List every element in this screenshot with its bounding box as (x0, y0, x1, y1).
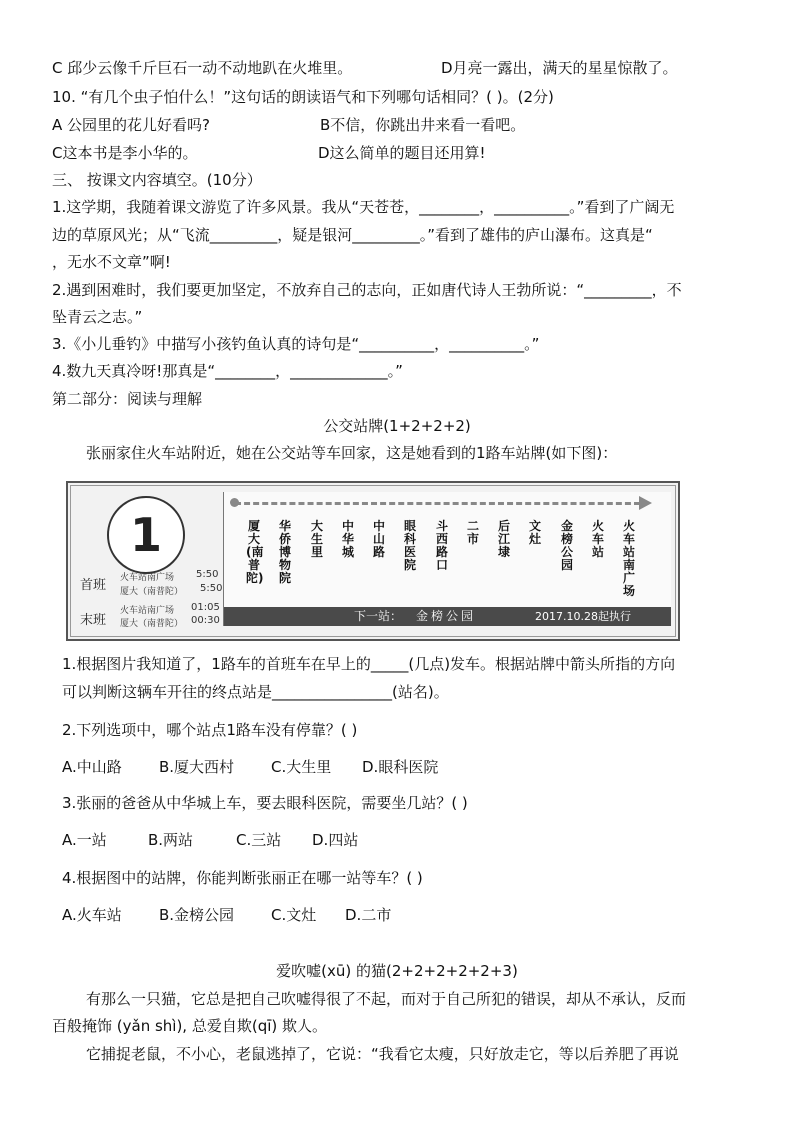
direction-arrow-icon (639, 496, 652, 510)
q3-option-a: A.一站 (62, 831, 107, 849)
q3-option-d: D.四站 (312, 831, 359, 849)
station-name: 斗西路口 (435, 519, 448, 572)
station-name: 厦大(南普陀) (246, 519, 264, 585)
station-name: 火车站 (591, 519, 604, 559)
reading-1-intro: 张丽家住火车站附近，她在公交站等车回家，这是她看到的1路车站牌(如下图)： (86, 444, 618, 462)
q3-option-b: B.两站 (148, 831, 194, 849)
station-name: 中山路 (372, 519, 385, 559)
last-bus-time-1: 01:05 (191, 602, 220, 613)
next-stop-label: 下一站： (354, 609, 403, 623)
last-bus-station-2: 厦大（南普陀） (120, 619, 184, 629)
fill-question-1a: 1.这学期，我随着课文游览了许多风景。我从“天苍苍，________，__________。”看到了广阔无 (52, 198, 675, 216)
fill-question-2a: 2.遇到困难时，我们要更加坚定，不放弃自己的志向，正如唐代诗人王勃所说：“_________，不 (52, 281, 682, 299)
next-stop-bar (224, 607, 671, 626)
station-name: 文灶 (528, 519, 541, 546)
station-name: 华侨博物院 (278, 519, 291, 585)
option-b-text: B不信，你跳出井来看一看吧。 (320, 116, 526, 134)
option-a-text: A 公园里的花儿好看吗? (52, 116, 210, 134)
reading-2-title: 爱吹嘘(xū) 的猫(2+2+2+2+2+3) (276, 962, 518, 980)
station-name: 大生里 (310, 519, 323, 559)
last-bus-station-1: 火车站南广场 (120, 606, 175, 616)
first-bus-time-2: 5:50 (200, 583, 223, 594)
station-list (223, 492, 671, 626)
station-name: 火车站南广场 (622, 519, 635, 598)
first-bus-label: 首班 (80, 578, 107, 593)
q4-option-c: C.文灶 (271, 906, 317, 924)
station-name: 中华城 (341, 519, 354, 559)
route-number: 1 (107, 496, 185, 574)
last-bus-label: 末班 (80, 613, 107, 628)
reading-q1b: 可以判断这辆车开往的终点站是________________(站名)。 (62, 683, 449, 701)
fill-question-4: 4.数九天真冷呀!那真是“________，_____________。” (52, 362, 403, 380)
first-bus-station-2: 厦大（南普陀） (120, 587, 184, 597)
option-d-text: D月亮一露出，满天的星星惊散了。 (441, 59, 678, 77)
station-name: 二市 (466, 519, 479, 546)
reading-2-para-1a: 有那么一只猫，它总是把自己吹嘘得很了不起，而对于自己所犯的错误，却从不承认，反而 (86, 990, 687, 1008)
q4-option-d: D.二市 (345, 906, 392, 924)
fill-question-3: 3.《小儿垂钓》中描写小孩钓鱼认真的诗句是“__________，__________。” (52, 335, 540, 353)
q3-option-c: C.三站 (236, 831, 282, 849)
option-c-text-2: C这本书是李小华的。 (52, 144, 198, 162)
reading-q1a: 1.根据图片我知道了，1路车的首班车在早上的_____(几点)发车。根据站牌中箭头所指的方向 (62, 655, 676, 673)
fill-question-1c: ，无水不文章”啊! (52, 253, 171, 271)
q2-option-a: A.中山路 (62, 758, 122, 776)
reading-1-title: 公交站牌(1+2+2+2) (323, 417, 471, 435)
reading-q4: 4.根据图中的站牌，你能判断张丽正在哪一站等车？( ) (62, 869, 423, 887)
effective-date: 2017.10.28起执行 (535, 610, 631, 623)
reading-2-para-2: 它捕捉老鼠，不小心，老鼠逃掉了，它说：“我看它太瘦，只好放走它，等以后养肥了再说 (86, 1045, 679, 1063)
q4-option-b: B.金榜公园 (159, 906, 235, 924)
reading-q3: 3.张丽的爸爸从中华城上车，要去眼科医院，需要坐几站？( ) (62, 794, 468, 812)
part-two-heading: 第二部分：阅读与理解 (52, 390, 203, 408)
last-bus-time-2: 00:30 (191, 615, 220, 626)
first-bus-station-1: 火车站南广场 (120, 573, 175, 583)
q2-option-b: B.厦大西村 (159, 758, 235, 776)
station-name: 金榜公园 (560, 519, 573, 572)
fill-question-1b: 边的草原风光；从“飞流_________，疑是银河_________。”看到了雄伟的庐山瀑布。这真是“ (52, 226, 653, 244)
first-bus-time-1: 5:50 (196, 569, 219, 580)
reading-q2: 2.下列选项中，哪个站点1路车没有停靠？( ) (62, 721, 358, 739)
question-10: 10. “有几个虫子怕什么！”这句话的朗读语气和下列哪句话相同？( )。(2分) (52, 88, 554, 106)
q2-option-d: D.眼科医院 (362, 758, 439, 776)
q2-option-c: C.大生里 (271, 758, 332, 776)
reading-2-para-1b: 百般掩饰 (yǎn shì), 总爱自欺(qī) 欺人。 (52, 1017, 328, 1035)
option-c-text: C 邱少云像千斤巨石一动不动地趴在火堆里。 (52, 59, 353, 77)
bus-stop-sign (66, 481, 680, 641)
next-stop-value: 金榜公园 (416, 609, 477, 623)
station-name: 眼科医院 (403, 519, 416, 572)
option-d-text-2: D这么简单的题目还用算! (318, 144, 486, 162)
q4-option-a: A.火车站 (62, 906, 122, 924)
direction-arrow-line (235, 502, 640, 505)
section-three-heading: 三、 按课文内容填空。(10分） (52, 171, 262, 189)
station-name: 后江埭 (497, 519, 510, 559)
fill-question-2b: 坠青云之志。” (52, 308, 143, 326)
